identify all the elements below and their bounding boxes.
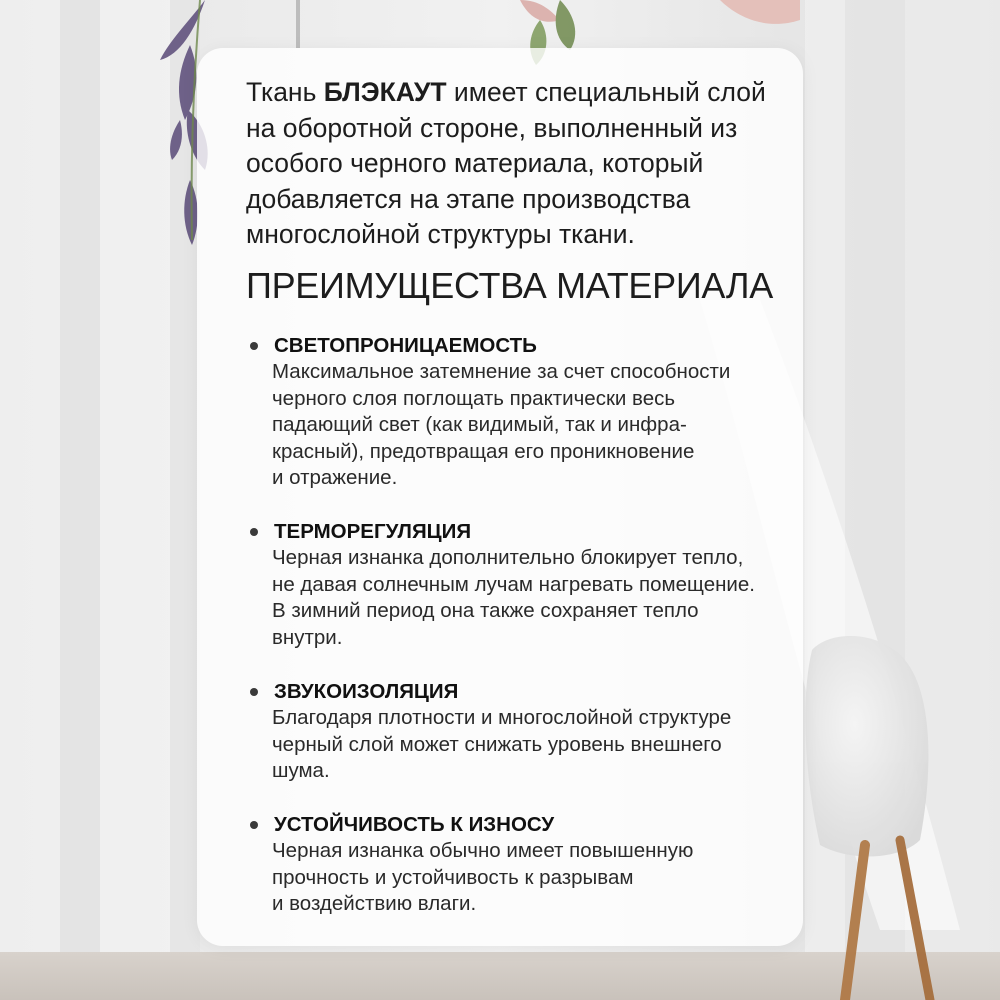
intro-text: имеет специальный слой на оборотной стороне, выполненный из особого черного материала, который добавляется на этапе производства многослойной структуры ткани. [246, 77, 766, 249]
feature-title: ЗВУКОИЗОЛЯЦИЯ [274, 680, 459, 703]
bullet-icon [250, 342, 258, 350]
section-title: ПРЕИМУЩЕСТВА МАТЕРИАЛА [246, 265, 773, 306]
feature-description: Черная изнанка обычно имеет повышенную прочность и устойчивость к разрывам и воздействию влаги. [272, 839, 694, 915]
feature-description: Черная изнанка дополнительно блокирует тепло, не давая солнечным лучам нагревать помещение. В зимний период она также сохраняет тепло внутри. [272, 546, 755, 649]
intro-prefix: Ткань [246, 77, 324, 107]
feature-title: ТЕРМОРЕГУЛЯЦИЯ [274, 520, 472, 543]
feature-title: УСТОЙЧИВОСТЬ К ИЗНОСУ [274, 813, 555, 836]
feature-description: Благодаря плотности и многослойной структуре черный слой может снижать уровень внешнего шума. [272, 706, 732, 782]
bullet-icon [250, 688, 258, 696]
bullet-icon [250, 528, 258, 536]
feature-title: СВЕТОПРОНИЦАЕМОСТЬ [274, 334, 537, 357]
intro-paragraph [246, 75, 786, 253]
brand-name: БЛЭКАУТ [323, 77, 447, 107]
feature-description: Максимальное затемнение за счет способности черного слоя поглощать практически весь падающий свет (как видимый, так и инфра- красный), предотвращая его проникновение и отражение. [272, 360, 731, 489]
bullet-icon [250, 821, 258, 829]
